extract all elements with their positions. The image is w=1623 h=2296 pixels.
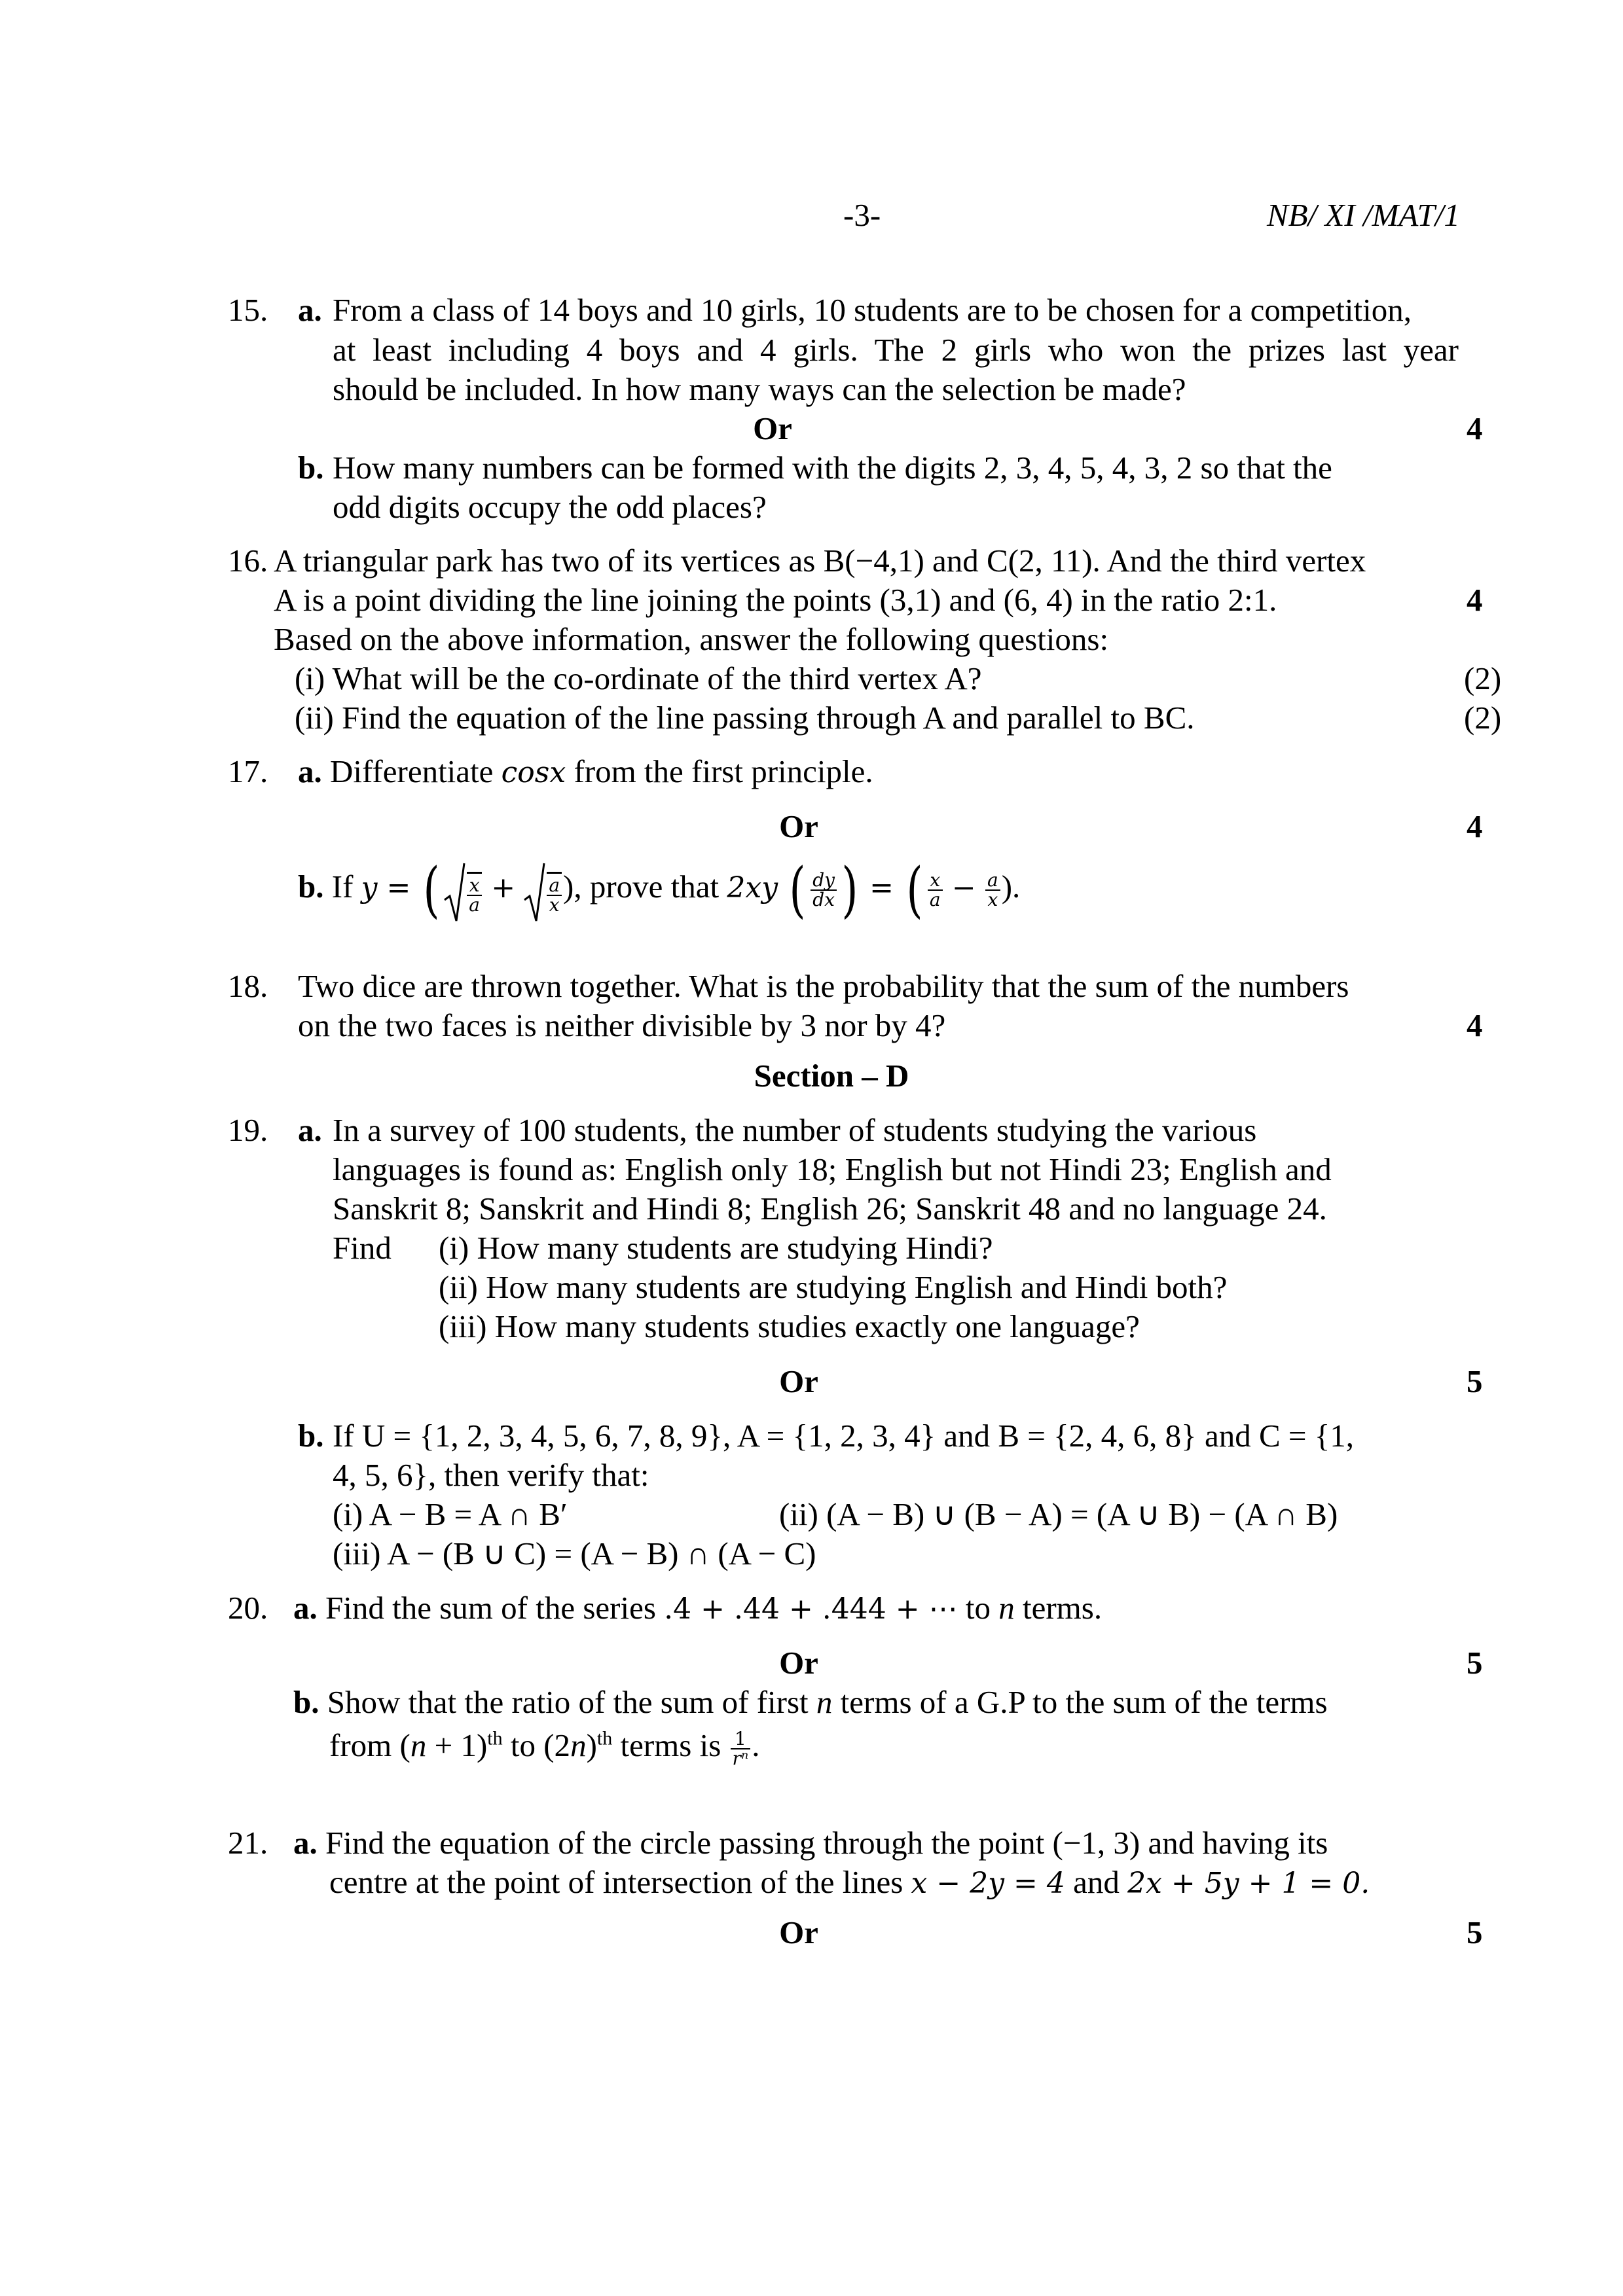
math-n: n (816, 1684, 833, 1720)
sqrt-x-over-a (443, 854, 483, 926)
part-label: b. (298, 869, 324, 905)
close-paren: ) (586, 1727, 597, 1763)
q19-a-line-1: In a survey of 100 students, the number of students studying the various (333, 1112, 1257, 1148)
q19-b-line-1: If U = {1, 2, 3, 4, 5, 6, 7, 8, 9}, A = {1, 2, 3, 4} and B = {2, 4, 6, 8} and C = {1, (333, 1418, 1355, 1454)
q20-a-text (293, 1588, 1102, 1629)
sqrt-a-over-x (523, 854, 563, 926)
q19-b-iii: (iii) A − (B ∪ C) = (A − B) ∩ (A − C) (333, 1535, 816, 1571)
open-paren: ( (906, 854, 923, 925)
q15-a-line-1: From a class of 14 boys and 10 girls, 10 students are to be chosen for a competition, (333, 292, 1412, 328)
q20-b-post: terms of a G.P to the sum of the terms (832, 1684, 1328, 1720)
marks: 4 (1467, 1007, 1483, 1043)
superscript-th: th (596, 1727, 613, 1749)
math-y: y (361, 871, 378, 905)
marks: 5 (1467, 1645, 1483, 1681)
q19-a-line-2: languages is found as: English only 18; English but not Hindi 23; English and (333, 1151, 1332, 1187)
and-text: and (1065, 1864, 1128, 1900)
q19-b-ii: (ii) (A − B) ∪ (B − A) = (A ∪ B) − (A ∩ B) (779, 1496, 1338, 1532)
math-eq-2: 2x + 5y + 1 = 0. (1127, 1867, 1370, 1900)
frac-num-x: x (928, 871, 943, 891)
paper-code: NB/ XI /MAT/1 (1267, 197, 1460, 233)
part-label: a. (298, 1112, 322, 1148)
q17-a-post: from the first principle. (566, 753, 873, 789)
or-label: Or (779, 1645, 818, 1681)
q20-a-pre: Find the sum of the series (325, 1590, 665, 1626)
open-paren: ( (423, 854, 440, 925)
part-label: b. (293, 1684, 319, 1720)
q21-a-line-2 (329, 1862, 1370, 1903)
q18-line-2: on the two faces is neither divisible by 3 nor by 4? (298, 1007, 946, 1043)
q19-b-i: (i) A − B = A ∩ B′ (333, 1496, 568, 1532)
question-number: 17. (228, 753, 268, 789)
q15-b-line-2: odd digits occupy the odd places? (333, 489, 767, 525)
q19-a-line-3: Sanskrit 8; Sanskrit and Hindi 8; English 26; Sanskrit 48 and no language 24. (333, 1191, 1327, 1227)
q20-b-line-1 (293, 1682, 1328, 1722)
or-label: Or (779, 1914, 818, 1950)
sub-marks: (2) (1464, 660, 1502, 696)
sub-marks: (2) (1464, 700, 1502, 736)
equals: = (377, 871, 420, 905)
find-label: Find (333, 1230, 392, 1266)
q16-sub-ii: (ii) Find the equation of the line passing through A and parallel to BC. (295, 700, 1195, 736)
part-label: b. (298, 1418, 324, 1454)
frac-den-a: a (929, 888, 941, 910)
or-label: Or (779, 1363, 818, 1399)
superscript-th: th (487, 1727, 503, 1749)
frac-den-dx: dx (812, 888, 835, 910)
q17-a-text (298, 751, 873, 793)
marks: 4 (1467, 410, 1483, 446)
from-text: from ( (329, 1727, 410, 1763)
question-number: 15. (228, 292, 268, 328)
q18-line-1: Two dice are thrown together. What is the probability that the sum of the numbers (298, 968, 1349, 1004)
q15-b-line-1: How many numbers can be formed with the digits 2, 3, 4, 5, 4, 3, 2 so that the (333, 450, 1332, 486)
math-n: n (570, 1727, 587, 1763)
section-heading: Section – D (754, 1058, 909, 1094)
end-dot: . (752, 1727, 760, 1763)
math-2xy: 2xy (727, 871, 778, 905)
q21-a-line-1 (293, 1823, 1328, 1863)
q16-line-1: A triangular park has two of its vertices as B(−4,1) and C(2, 11). And the third vertex (274, 543, 1366, 579)
question-number: 16. (228, 543, 268, 579)
q16-line-2: A is a point dividing the line joining the points (3,1) and (6, 4) in the ratio 2:1. (274, 582, 1277, 618)
part-label: a. (298, 292, 322, 328)
q16-sub-i: (i) What will be the co-ordinate of the third vertex A? (295, 660, 982, 696)
part-label: a. (293, 1825, 318, 1861)
terms-is: terms is (612, 1727, 729, 1763)
q16-line-3: Based on the above information, answer the following questions: (274, 621, 1109, 657)
or-label: Or (753, 410, 792, 446)
prove-text: ), prove that (563, 869, 727, 905)
q21-a-text-1: Find the equation of the circle passing through the point (−1, 3) and having its (325, 1825, 1328, 1861)
frac-den-a: a (469, 894, 480, 916)
marks: 4 (1467, 582, 1483, 618)
question-number: 19. (228, 1112, 268, 1148)
question-number: 21. (228, 1825, 268, 1861)
frac-den-rn: rⁿ (732, 1747, 749, 1769)
q20-b-line-2 (329, 1723, 760, 1768)
part-label: a. (298, 753, 322, 789)
q19-find-ii: (ii) How many students are studying English and Hindi both? (439, 1269, 1228, 1305)
plus-sign: + (491, 871, 516, 905)
math-n: n (410, 1727, 427, 1763)
frac-num-a: a (985, 871, 1000, 891)
q17-b-equation (298, 851, 1020, 923)
equals: = (869, 871, 903, 905)
question-number: 20. (228, 1590, 268, 1626)
frac-a-over-x (985, 871, 1000, 909)
page-number: -3- (843, 197, 881, 233)
part-label: a. (293, 1590, 318, 1626)
q20-a-post: terms. (1014, 1590, 1103, 1626)
frac-den-x: x (549, 894, 560, 916)
minus-sign: − (951, 871, 976, 905)
marks: 4 (1467, 808, 1483, 844)
math-cosx: cosx (501, 756, 566, 789)
plus-one: + 1) (426, 1727, 488, 1763)
part-label: b. (298, 450, 324, 486)
q19-find-i: (i) How many students are studying Hindi? (439, 1230, 993, 1266)
frac-1-over-rn (731, 1727, 751, 1769)
or-label: Or (779, 808, 818, 844)
frac-den-x: x (987, 888, 998, 910)
open-paren: ( (789, 854, 806, 925)
math-eq-1: x − 2y = 4 (911, 1867, 1065, 1900)
marks: 5 (1467, 1363, 1483, 1399)
q20-b-pre: Show that the ratio of the sum of first (327, 1684, 816, 1720)
frac-num-x: x (467, 876, 482, 896)
q15-a-line-3: should be included. In how many ways can the selection be made? (333, 371, 1186, 407)
frac-dy-dx (811, 871, 837, 909)
q19-find-iii: (iii) How many students studies exactly one language? (439, 1308, 1140, 1344)
marks: 5 (1467, 1914, 1483, 1950)
to-text: to (2 (502, 1727, 571, 1763)
if-text: If (331, 869, 361, 905)
frac-num-a: a (547, 876, 562, 896)
q21-a-pre: centre at the point of intersection of the lines (329, 1864, 911, 1900)
frac-num-1: 1 (731, 1730, 751, 1749)
q19-b-line-2: 4, 5, 6}, then verify that: (333, 1457, 649, 1493)
q17-a-pre: Differentiate (330, 753, 501, 789)
question-number: 18. (228, 968, 268, 1004)
frac-num-dy: dy (811, 871, 837, 891)
q20-a-to: to (957, 1590, 999, 1626)
math-series: .4 + .44 + .444 + ⋯ (664, 1592, 958, 1626)
end-paren-dot: ). (1001, 869, 1021, 905)
close-paren: ) (841, 854, 858, 925)
frac-x-over-a (928, 871, 943, 909)
q15-a-line-2: at least including 4 boys and 4 girls. The 2 girls who won the prizes last year (333, 332, 1459, 368)
math-n: n (998, 1590, 1015, 1626)
